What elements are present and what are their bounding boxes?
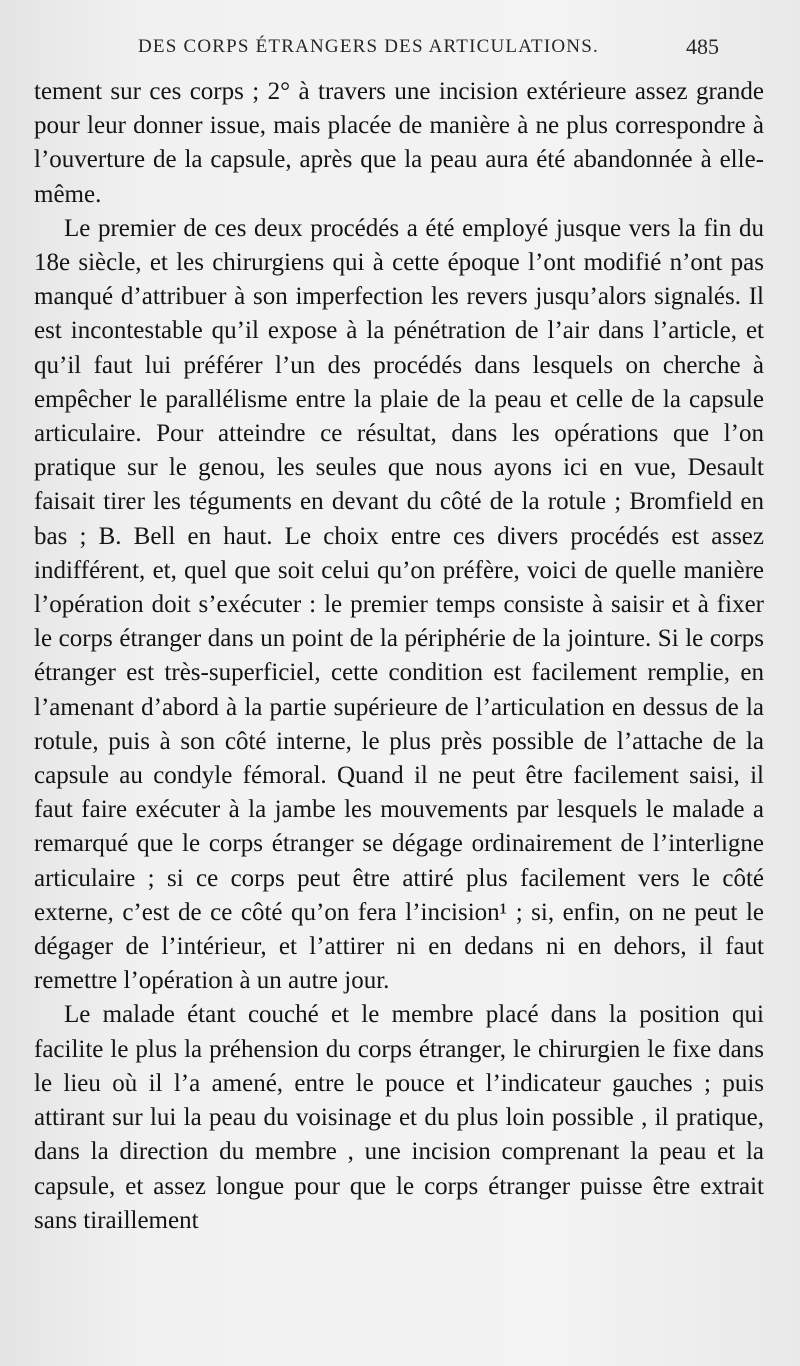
paragraph-continued: tement sur ces corps ; 2° à travers une incision extérieure assez grande pour leur donner issue, mais placée de manière à ne plus correspondre à l’ouverture de la capsule, après que la peau aura été abandonnée à elle-même. [34, 78, 764, 208]
body-text [34, 75, 764, 1238]
paragraph-procedures: Le premier de ces deux procédés a été employé jusque vers la fin du 18e siècle, et les chirurgiens qui à cette époque l’ont modifié n’ont pas manqué d’attribuer à son imperfection les revers jusqu’alors signalés. Il est incontestable qu’il expose à la pénétration de l’air dans l’article, et qu’il faut lui préférer l’un des procédés dans lesquels on cherche à empêcher le parallélisme entre la plaie de la peau et celle de la capsule articulaire. Pour atteindre ce résultat, dans les opérations que l’on pratique sur le genou, les seules que nous ayons ici en vue, Desault faisait tirer les téguments en devant du côté de la rotule ; Bromfield en bas ; B. Bell en haut. Le choix entre ces divers procédés est assez indifférent, et, quel que soit celui qu’on préfère, voici de quelle manière l’opération doit s’exécuter : le premier temps consiste à saisir et à fixer le corps étranger dans un point de la périphérie de la jointure. Si le corps étranger est très-superficiel, cette condition est facilement remplie, en l’amenant d’abord à la partie supérieure de l’articulation en dessus de la rotule, puis à son côté interne, le plus près possible de l’attache de la capsule au condyle fémoral. Quand il ne peut être facilement saisi, il faut faire exécuter à la jambe les mouvements par lesquels le malade a remarqué que le corps étranger se dégage ordinairement de l’interligne articulaire ; si ce corps peut être attiré plus facilement vers le côté externe, c’est de ce côté qu’on fera l’incision¹ ; si, enfin, on ne peut le dégager de l’intérieur, et l’attirer ni en dedans ni en dehors, il faut remettre l’opération à un autre jour. [34, 214, 764, 995]
page-number: 485 [686, 34, 719, 59]
running-head-title: DES CORPS ÉTRANGERS DES ARTICULATIONS. [138, 36, 599, 57]
paragraph-operation: Le malade étant couché et le membre placé dans la position qui facilite le plus la préhension du corps étranger, le chirurgien le fixe dans le lieu où il l’a amené, entre le pouce et l’indicateur gauches ; puis attirant sur lui la peau du voisinage et du plus loin possible , il pratique, dans la direction du membre , une incision comprenant la peau et la capsule, et assez longue pour que le corps étranger puisse être extrait sans tiraillement [34, 1001, 764, 1234]
running-head [0, 36, 800, 66]
